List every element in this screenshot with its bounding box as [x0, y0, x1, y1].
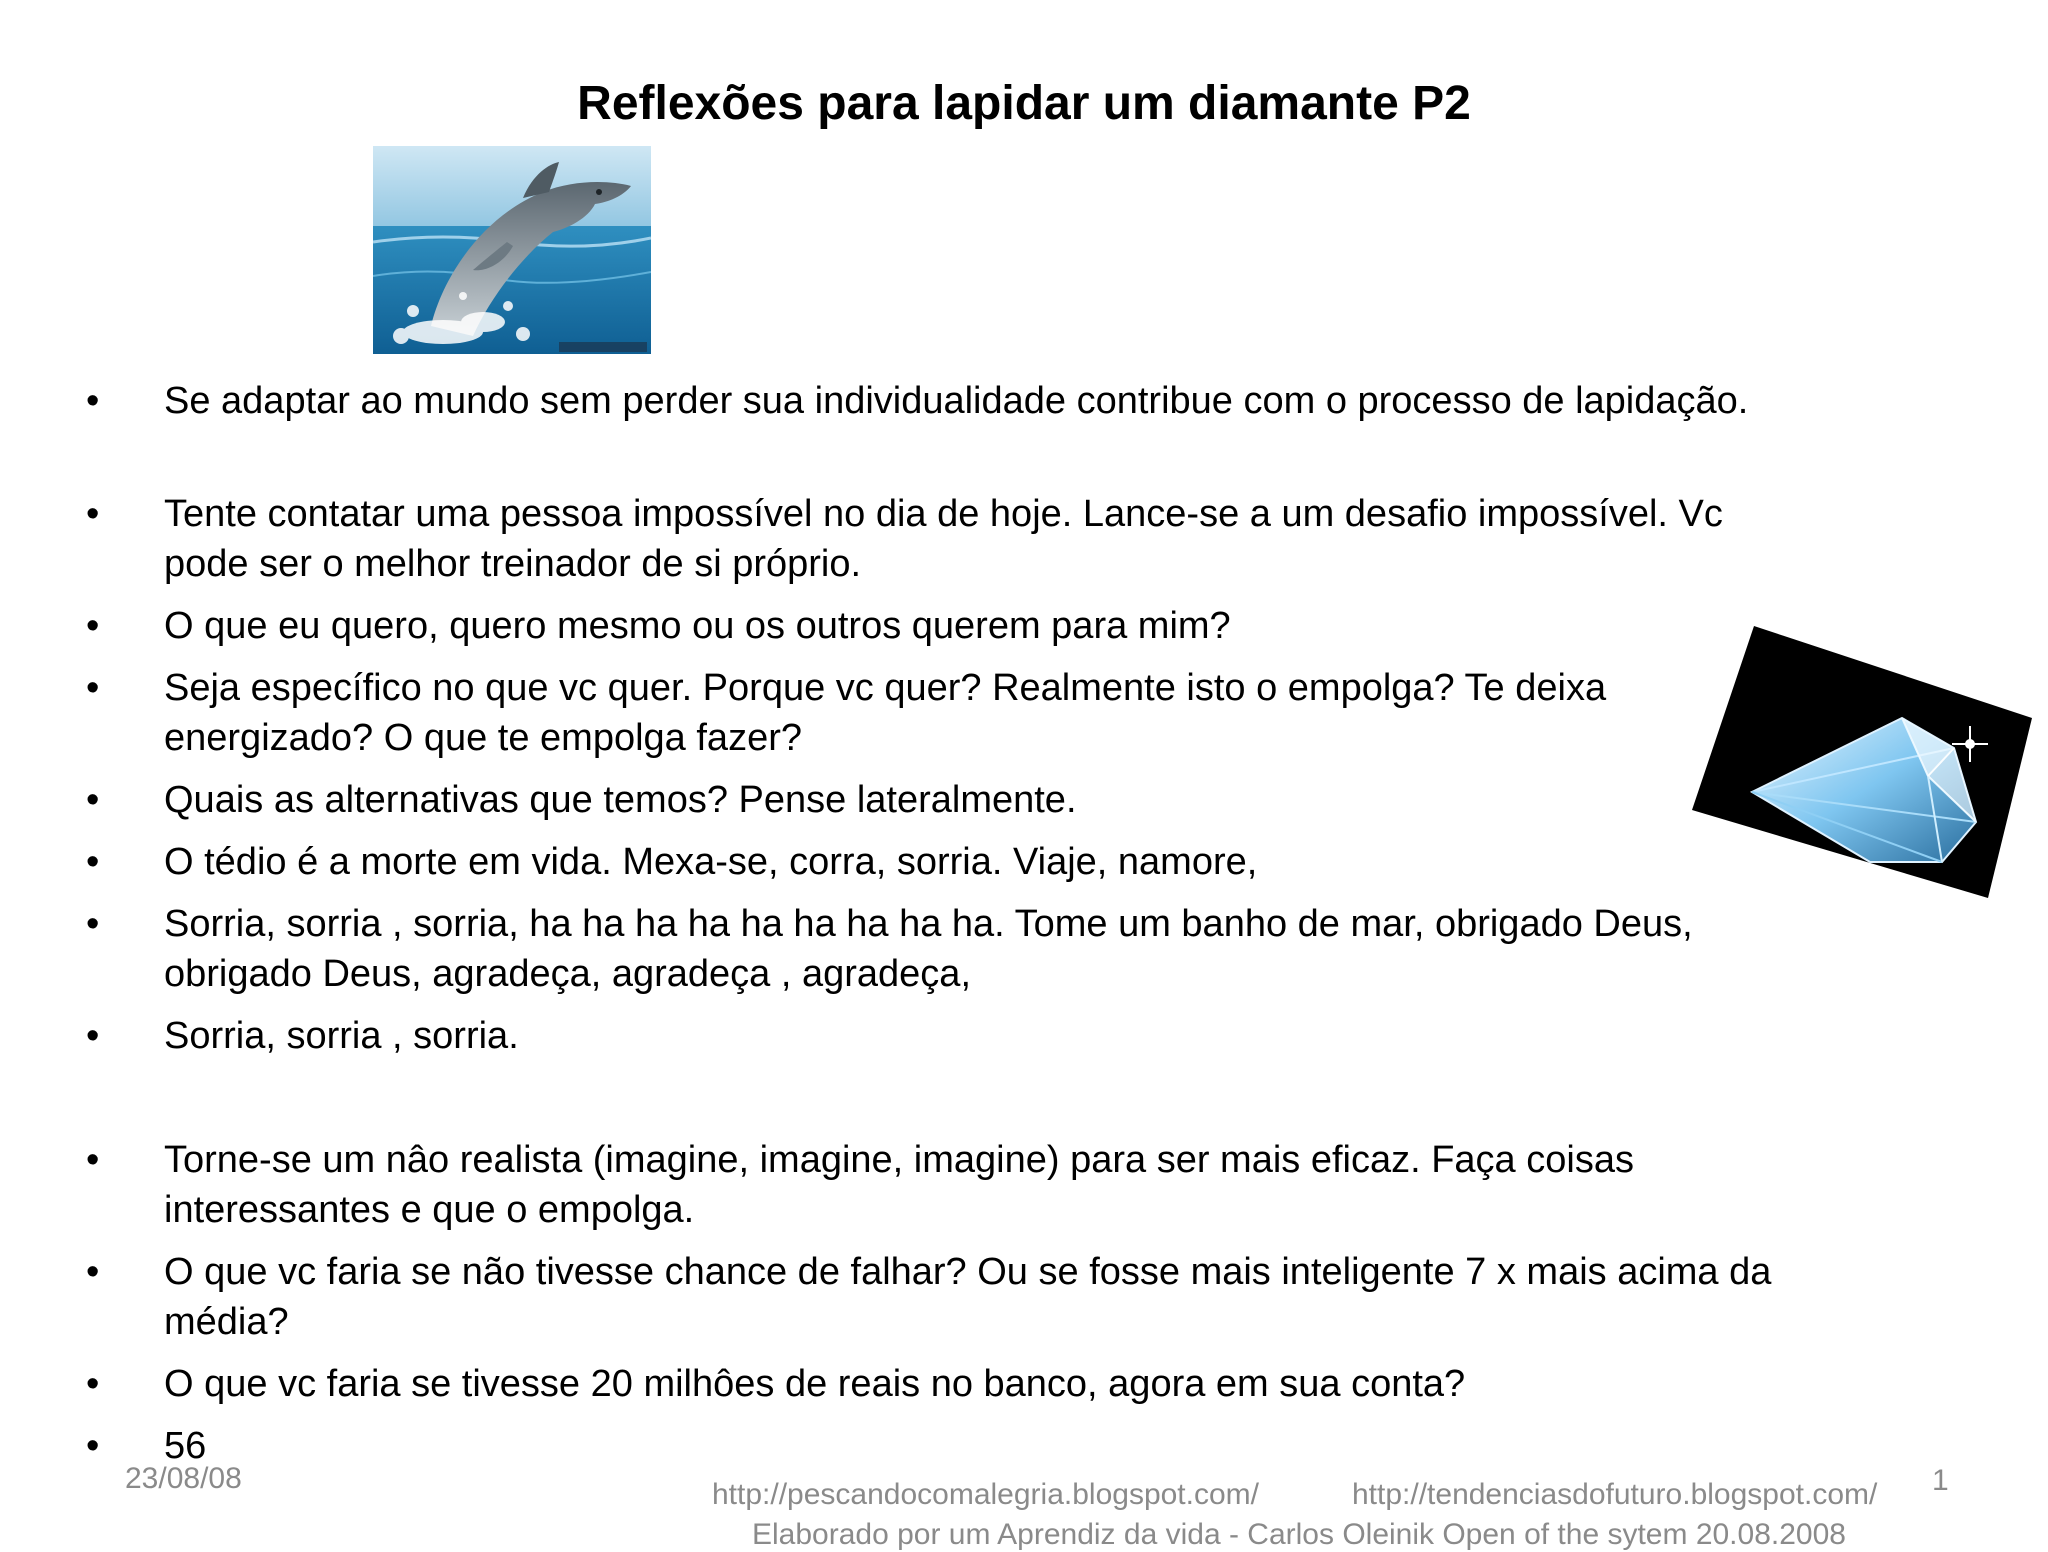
- bullet-item: • Seja específico no que vc quer. Porque vc quer? Realmente isto o empolga? Te deixa energizado? O que te empolga fazer?: [164, 663, 1804, 763]
- diamond-icon: [1692, 626, 2032, 916]
- footer-link-right[interactable]: http://tendenciasdofuturo.blogspot.com/: [1352, 1478, 1878, 1511]
- bullet-item: • Sorria, sorria , sorria, ha ha ha ha ha ha ha ha ha. Tome um banho de mar, obrigado Deus, obrigado Deus, agradeça, agradeça , agradeça,: [164, 899, 1804, 999]
- bullet-item: • Se adaptar ao mundo sem perder sua individualidade contribue com o processo de lapidação.: [164, 376, 1804, 426]
- bullet-item: • O que vc faria se não tivesse chance de falhar? Ou se fosse mais inteligente 7 x mais acima da média?: [164, 1247, 1804, 1347]
- slide-title: Reflexões para lapidar um diamante P2: [577, 77, 1471, 130]
- bullet-item: • 56: [164, 1421, 1804, 1471]
- diamond-image: [1692, 626, 2032, 916]
- footer-link-left[interactable]: http://pescandocomalegria.blogspot.com/: [712, 1478, 1259, 1511]
- bullet-item: • Quais as alternativas que temos? Pense lateralmente.: [164, 775, 1804, 825]
- bullet-item: • O que eu quero, quero mesmo ou os outros querem para mim?: [164, 601, 1804, 651]
- page-number: 1: [1932, 1464, 1949, 1497]
- bullet-item: • O tédio é a morte em vida. Mexa-se, corra, sorria. Viaje, namore,: [164, 837, 1804, 887]
- bullet-item: • Torne-se um nâo realista (imagine, imagine, imagine) para ser mais eficaz. Faça coisas interessantes e que o empolga.: [164, 1135, 1804, 1235]
- bullet-item: • Tente contatar uma pessoa impossível no dia de hoje. Lance-se a um desafio impossível. Vc pode ser o melhor treinador de si próprio.: [164, 489, 1804, 589]
- footer-credit: Elaborado por um Aprendiz da vida - Carlos Oleinik Open of the sytem 20.08.2008: [752, 1518, 1846, 1551]
- bullet-item: • O que vc faria se tivesse 20 milhôes de reais no banco, agora em sua conta?: [164, 1359, 1804, 1409]
- footer-date: 23/08/08: [125, 1462, 242, 1495]
- bullet-item: • Sorria, sorria , sorria.: [164, 1011, 1804, 1061]
